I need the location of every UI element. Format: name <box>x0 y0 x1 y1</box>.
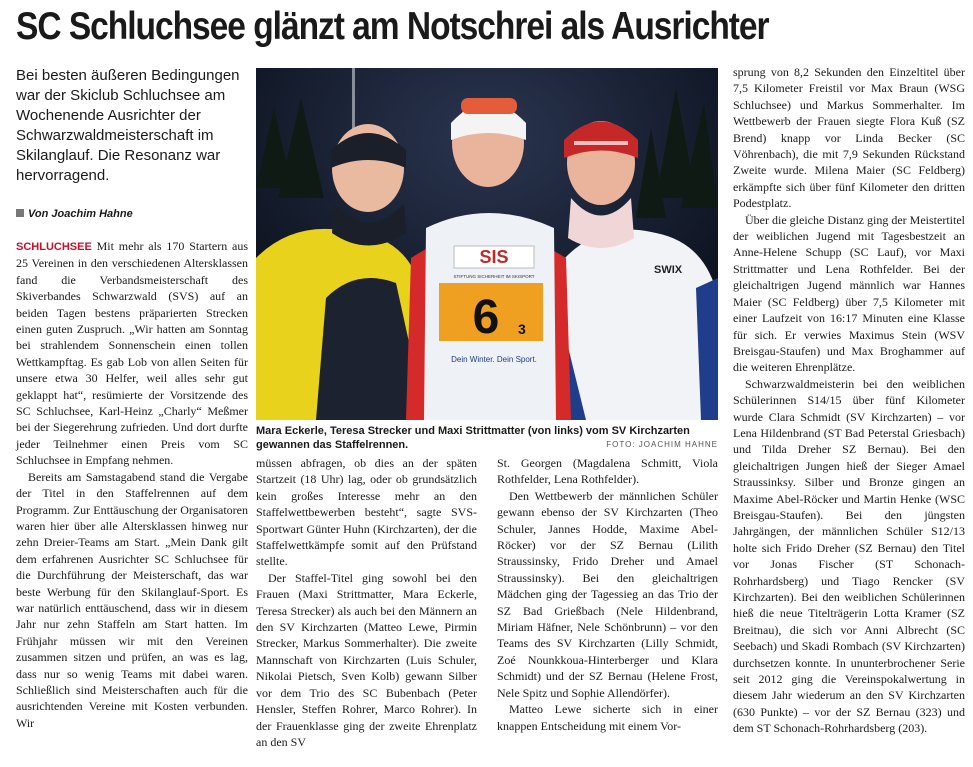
paragraph: Der Staffel-Titel ging sowohl bei den Frauen (Maxi Strittmatter, Mara Eckerle, Teresa Strecker) als auch bei den Männern an den SV Kirchzarten (Matteo Lewe, Pirmin Strecker, Markus Sommerhalter). Die zweite Mannschaft von Kirchzarten (Luis Schuler, Nikolai Pietsch, Sven Kolb) gewann Silber vor dem Trio des SC Bubenbach (Peter Hensler, Steffen Rohrer, Marco Rohrer). In der Frauenklasse ging der zweite Ehrenplatz an den SV <box>256 570 477 749</box>
article-column-3 <box>497 455 718 734</box>
headline: SC Schluchsee glänzt am Notschrei als Ausrichter <box>16 5 769 48</box>
paragraph: Matteo Lewe sicherte sich in einer knappen Entscheidung mit einem Vor- <box>497 702 718 733</box>
goggles <box>461 98 517 114</box>
photo-caption <box>256 424 718 452</box>
paragraph: sprung von 8,2 Sekunden den Einzeltitel über 7,5 Kilometer Freistil vor Max Braun (WSG Schluchsee) und Markus Sommerhalter. Im Wettbewerb der Frauen siegte Flora Kuß (SZ Brend) knapp vor Linda Becker (SC Vöhrenbach), die mit 7,9 Sekunden Rückstand Zweite wurde. Milena Maier (SC Feldberg) erkämpfte sich über fünf Kilometer den dritten Podestplatz. <box>733 65 965 211</box>
paragraph: Bereits am Samstagabend stand die Vergabe der Titel in den Staffelrennen auf dem Programm. Zur Enttäuschung der Organisatoren waren hier über alle Altersklassen hinweg nur zehn Dreier-Teams am Start. „Mein Dank gilt dem erfahrenen Ausrichter SC Schluchsee für die Durchführung der Meisterschaft, das war beste Werbung für den Skilanglauf-Sport. Es war natürlich enttäuschend, dass wir in diesem Jahr nur zehn Staffeln am Start hatten. Im Frühjahr müssen wir mit den Vereinen zusammen sitzen und prüfen, an was es lag, dass nur so wenig Teams mit dabei waren. Schließlich sind Meisterschaften auch für die ausrichtenden Vereine mit Kosten verbunden. Wir <box>16 469 248 730</box>
photo-illustration <box>256 68 718 420</box>
lead-paragraph: Bei besten äußeren Bedingungen war der Skiclub Schluchsee am Wochenende Ausrichter der Schwarzwaldmeisterschaft im Skilanglauf. Die Resonanz war hervorragend. <box>16 67 240 184</box>
bib-number: 6 <box>472 291 500 344</box>
paragraph: Über die gleiche Distanz ging der Meistertitel der weiblichen Jugend mit Tagesbestzeit an Anne-Helene Schupp (SC Lauf), vor Maxi Strittmatter und Lena Rothfelder. Bei der gleichaltrigen Jugend männlich war Hannes Maier (SC Feldberg) über 7,5 Kilometer mit einer Laufzeit von 16:17 Minuten eine Klasse für sich. Er verwies Maximus Stein (WSV Breisgau-Staufen) und Max Broghammer auf die weiteren Ehrenplätze. <box>733 212 965 375</box>
caption-text: Mara Eckerle, Teresa Strecker und Maxi Strittmatter (von links) vom SV Kirchzarten gewannen das Staffelrennen. <box>256 425 690 451</box>
bib-sponsor-sub: STIFTUNG SICHERHEIT IM SKISPORT <box>453 274 535 279</box>
paragraph <box>16 238 248 469</box>
paragraph: Schwarzwaldmeisterin bei den weiblichen Schülerinnen S14/15 über fünf Kilometer wurde Clara Schmidt (SV Kirchzarten) – vor Lena Hildenbrand (ST Bad Peterstal Griesbach) und Tilda Dreher SZ Bernau). Bei den gleichaltrigen Jungen hieß der Sieger Amael Straussinksy. Silber und Bronze gingen an Maxime Abel-Röcker und Martin Henke (WSC Breisgau-Staufen). Bei den jüngsten Jahrgängen, der männlichen Schüler S12/13 holte sich Frido Dreher (SZ Bernau) den Titel vor Jonas Fischer (ST Schonach-Rohrhardsberg) und Tiago Rencker (SV Kirchzarten). Bei den weiblichen Schülerinnen hieß die neue Titelträgerin Lotta Kramer (SZ Breitnau), die sich vor Anni Albrecht (SC Seebach) und Skadi Rombach (SV Kirchzarten) durchsetzen konnte. In ununterbrochener Serie seit 2012 ging die Vereinspokalwertung in diesem Jahr wiederum an den SV Kirchzarten (630 Punkte) – vor der SZ Bernau (323) und dem ST Schonach-Rohrhardsberg (203). <box>733 376 965 736</box>
byline <box>16 208 133 220</box>
article-column-4 <box>733 64 965 737</box>
article-photo <box>256 68 718 420</box>
paragraph: müssen abfragen, ob dies an der späten Startzeit (18 Uhr) lag, oder ob grundsätzlich kein großes Interesse mehr an den Staffelwettbewerben besteht“, sagte SVS-Sportwart Günter Huhn (Kirchzarten), der die Staffelwettkämpfe somit auf den Prüfstand stellte. <box>256 456 477 569</box>
paragraph: St. Georgen (Magdalena Schmitt, Viola Rothfelder, Lena Rothfelder). <box>497 456 718 487</box>
paragraph: Den Wettbewerb der männlichen Schüler gewann ebenso der SV Kirchzarten (Theo Schuler, Jannes Hodde, Maxime Abel-Röcker) vor der SZ Bernau (Lilith Straussinsky, Frido Dreher und Amael Straussinsky). Bei den gleichaltrigen Mädchen ging der Tagessieg an das Trio der SZ Bad Grießbach (Nele Hildenbrand, Miriam Häfner, Nele Schönbrunn) – vor den Teams des SV Kirchzarten (Lilly Schmidt, Zoé Nounkkoua-Hinterberger und Klara Schmidt) und der SZ Bernau (Helene Frost, Nele Spitz und Sophie Allendörfer). <box>497 488 718 700</box>
article-column-1 <box>16 238 248 731</box>
bib-slogan: Dein Winter. Dein Sport. <box>451 355 537 364</box>
article-column-2 <box>256 455 477 750</box>
paragraph-text: Mit mehr als 170 Startern aus 25 Vereinen in den verschiedenen Altersklassen fand die Verbandsmeisterschaft des Skiverbandes Schwarzwald (SVS) auf an beiden Tagen bestens präparierten Strecken einen guten Zuspruch. „Wir hatten am Sonntag bei strahlendem Sonnenschein einen tollen Wettkampftag. Es gab Lob von allen Seiten für unsere etwa 30 Helfer, weil alles sehr gut geklappt hat“, resümierte der Vorsitzende des SC Schluchsee, Karl-Heinz „Charly“ Meßmer bei der Siegerehrung zufrieden. Und dort durfte jeder Teilnehmer einen Preis vom SC Schluchsee in Empfang nehmen. <box>16 239 249 468</box>
photo-credit: FOTO: JOACHIM HAHNE <box>606 440 718 449</box>
bib-sponsor: SIS <box>479 247 509 267</box>
jacket-brand: SWIX <box>654 264 683 276</box>
dateline: SCHLUCHSEE <box>16 241 92 253</box>
byline-square-icon <box>16 209 24 217</box>
byline-author: Von Joachim Hahne <box>28 208 133 220</box>
bib-sub-number: 3 <box>518 321 526 337</box>
